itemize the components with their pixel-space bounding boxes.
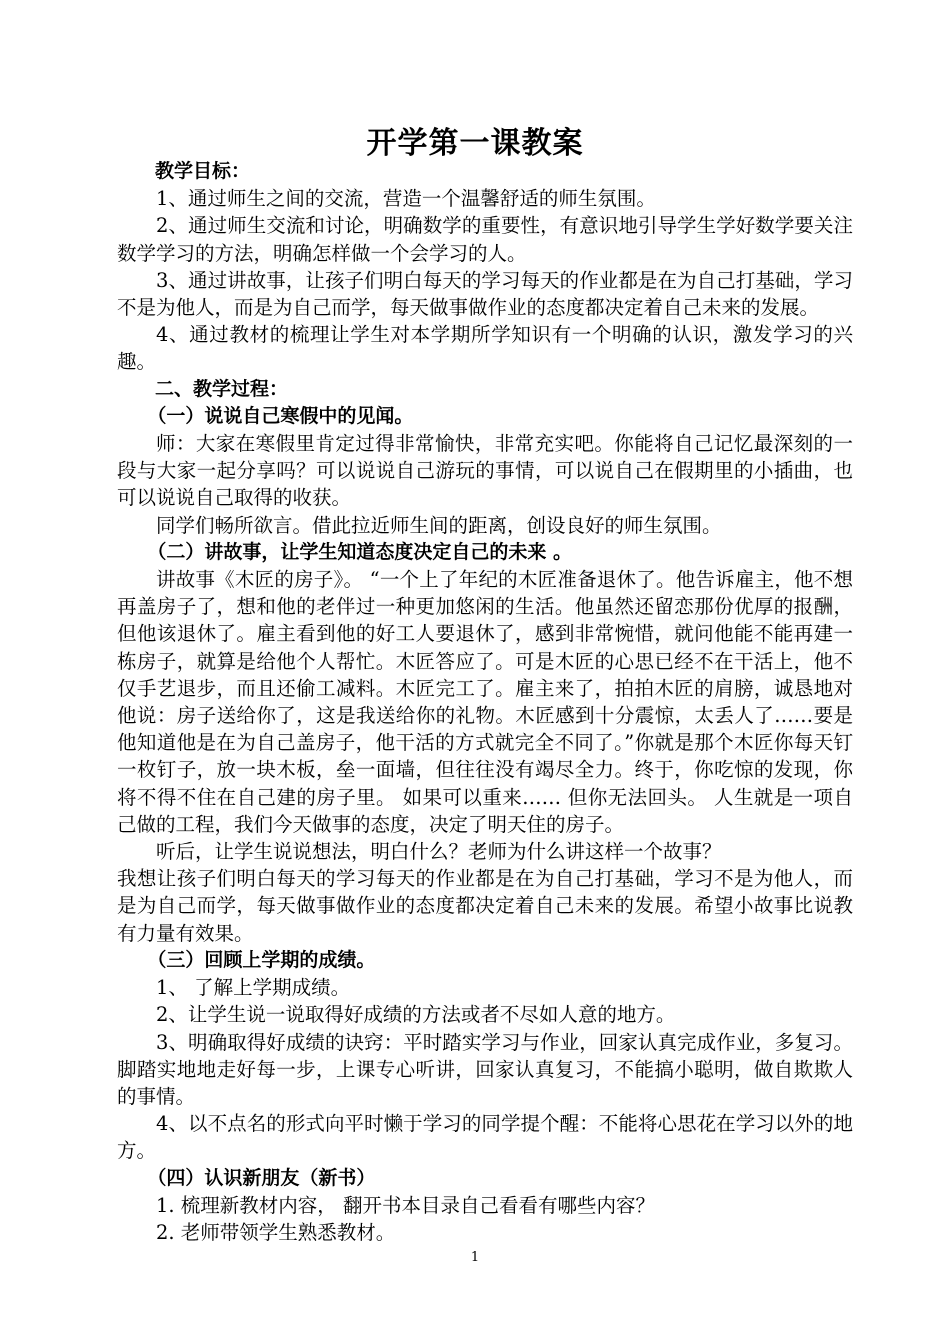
document-title: 开学第一课教案 [366, 126, 584, 161]
goal-item-1: 1、通过师生之间的交流，营造一个温馨舒适的师生氛围。 [156, 187, 656, 211]
section-2-paragraph-2: 听后，让学生说说想法，明白什么？老师为什么讲这样一个故事？ [156, 840, 722, 864]
section-3-item-4: 4、以不点名的形式向平时懒于学习的同学提个醒：不能将心思花在学习以外的地方。 [117, 1112, 853, 1163]
goal-item-2: 2、通过师生交流和讨论，明确数学的重要性，有意识地引导学生学好数学要关注数学学习的方法，明确怎样做一个会学习的人。 [117, 214, 853, 265]
section-1-paragraph-1: 师：大家在寒假里肯定过得非常愉快，非常充实吧。你能将自己记忆最深刻的一段与大家一起分享吗？可以说说自己游玩的事情，可以说自己在假期里的小插曲，也可以说说自己取得的收获。 [117, 432, 853, 510]
section-1-paragraph-2: 同学们畅所欲言。借此拉近师生间的距离，创设良好的师生氛围。 [156, 513, 722, 537]
section-2-story: 讲故事《木匠的房子》。 “一个上了年纪的木匠准备退休了。他告诉雇主，他不想再盖房子了，想和他的老伴过一种更加悠闲的生活。他虽然还留恋那份优厚的报酬，但他该退休了。雇主看到他的好工人要退休了，感到非常惋惜，就问他能不能再建一栋房子，就算是给他个人帮忙。木匠答应了。可是木匠的心思已经不在干活上，他不仅手艺退步，而且还偷工减料。木匠完工了。雇主来了，拍拍木匠的肩膀，诚恳地对他说：房子送给你了，这是我送给你的礼物。木匠感到十分震惊，太丢人了……要是他知道他是在为自己盖房子，他干活的方式就完全不同了。”你就是那个木匠你每天钉一枚钉子，放一块木板，垒一面墙，但往往没有竭尽全力。终于，你吃惊的发现，你将不得不住在自己建的房子里。 如果可以重来…… 但你无法回头。 人生就是一项自己做的工程，我们今天做事的态度，决定了明天住的房子。 [117, 568, 853, 836]
process-heading: 二、教学过程： [155, 377, 289, 400]
section-4-heading: （四）认识新朋友（新书） [147, 1166, 376, 1189]
section-2-paragraph-3: 我想让孩子们明白每天的学习每天的作业都是在为自己打基础，学习不是为他人，而是为自己而学，每天做事做作业的态度都决定着自己未来的发展。希望小故事比说教有力量有效果。 [117, 867, 853, 945]
document-body [117, 158, 853, 1246]
section-4-item-2: 2. 老师带领学生熟悉教材。 [156, 1220, 396, 1244]
section-3-item-1: 1、 了解上学期成绩。 [156, 976, 351, 1000]
section-3-item-3: 3、明确取得好成绩的诀窍：平时踏实学习与作业，回家认真完成作业，多复习。脚踏实地地走好每一步，上课专心听讲，回家认真复习，不能搞小聪明，做自欺欺人的事情。 [117, 1030, 853, 1108]
goal-item-3: 3、通过讲故事，让孩子们明白每天的学习每天的作业都是在为自己打基础，学习不是为他人，而是为自己而学，每天做事做作业的态度都决定着自己未来的发展。 [117, 268, 853, 320]
section-3-item-2: 2、让学生说一说取得好成绩的方法或者不尽如人意的地方。 [156, 1003, 676, 1027]
section-4-item-1: 1. 梳理新教材内容， 翻开书本目录自己看看有哪些内容？ [156, 1193, 656, 1217]
page-number: 1 [470, 1250, 480, 1265]
section-2-heading: （二）讲故事，让学生知道态度决定自己的未来 。 [147, 540, 573, 563]
section-1-heading: （一）说说自己寒假中的见闻。 [147, 404, 414, 427]
goals-heading: 教学目标： [155, 160, 251, 182]
section-3-heading: （三）回顾上学期的成绩。 [147, 948, 376, 971]
goal-item-4: 4、通过教材的梳理让学生对本学期所学知识有一个明确的认识，激发学习的兴趣。 [117, 323, 853, 374]
